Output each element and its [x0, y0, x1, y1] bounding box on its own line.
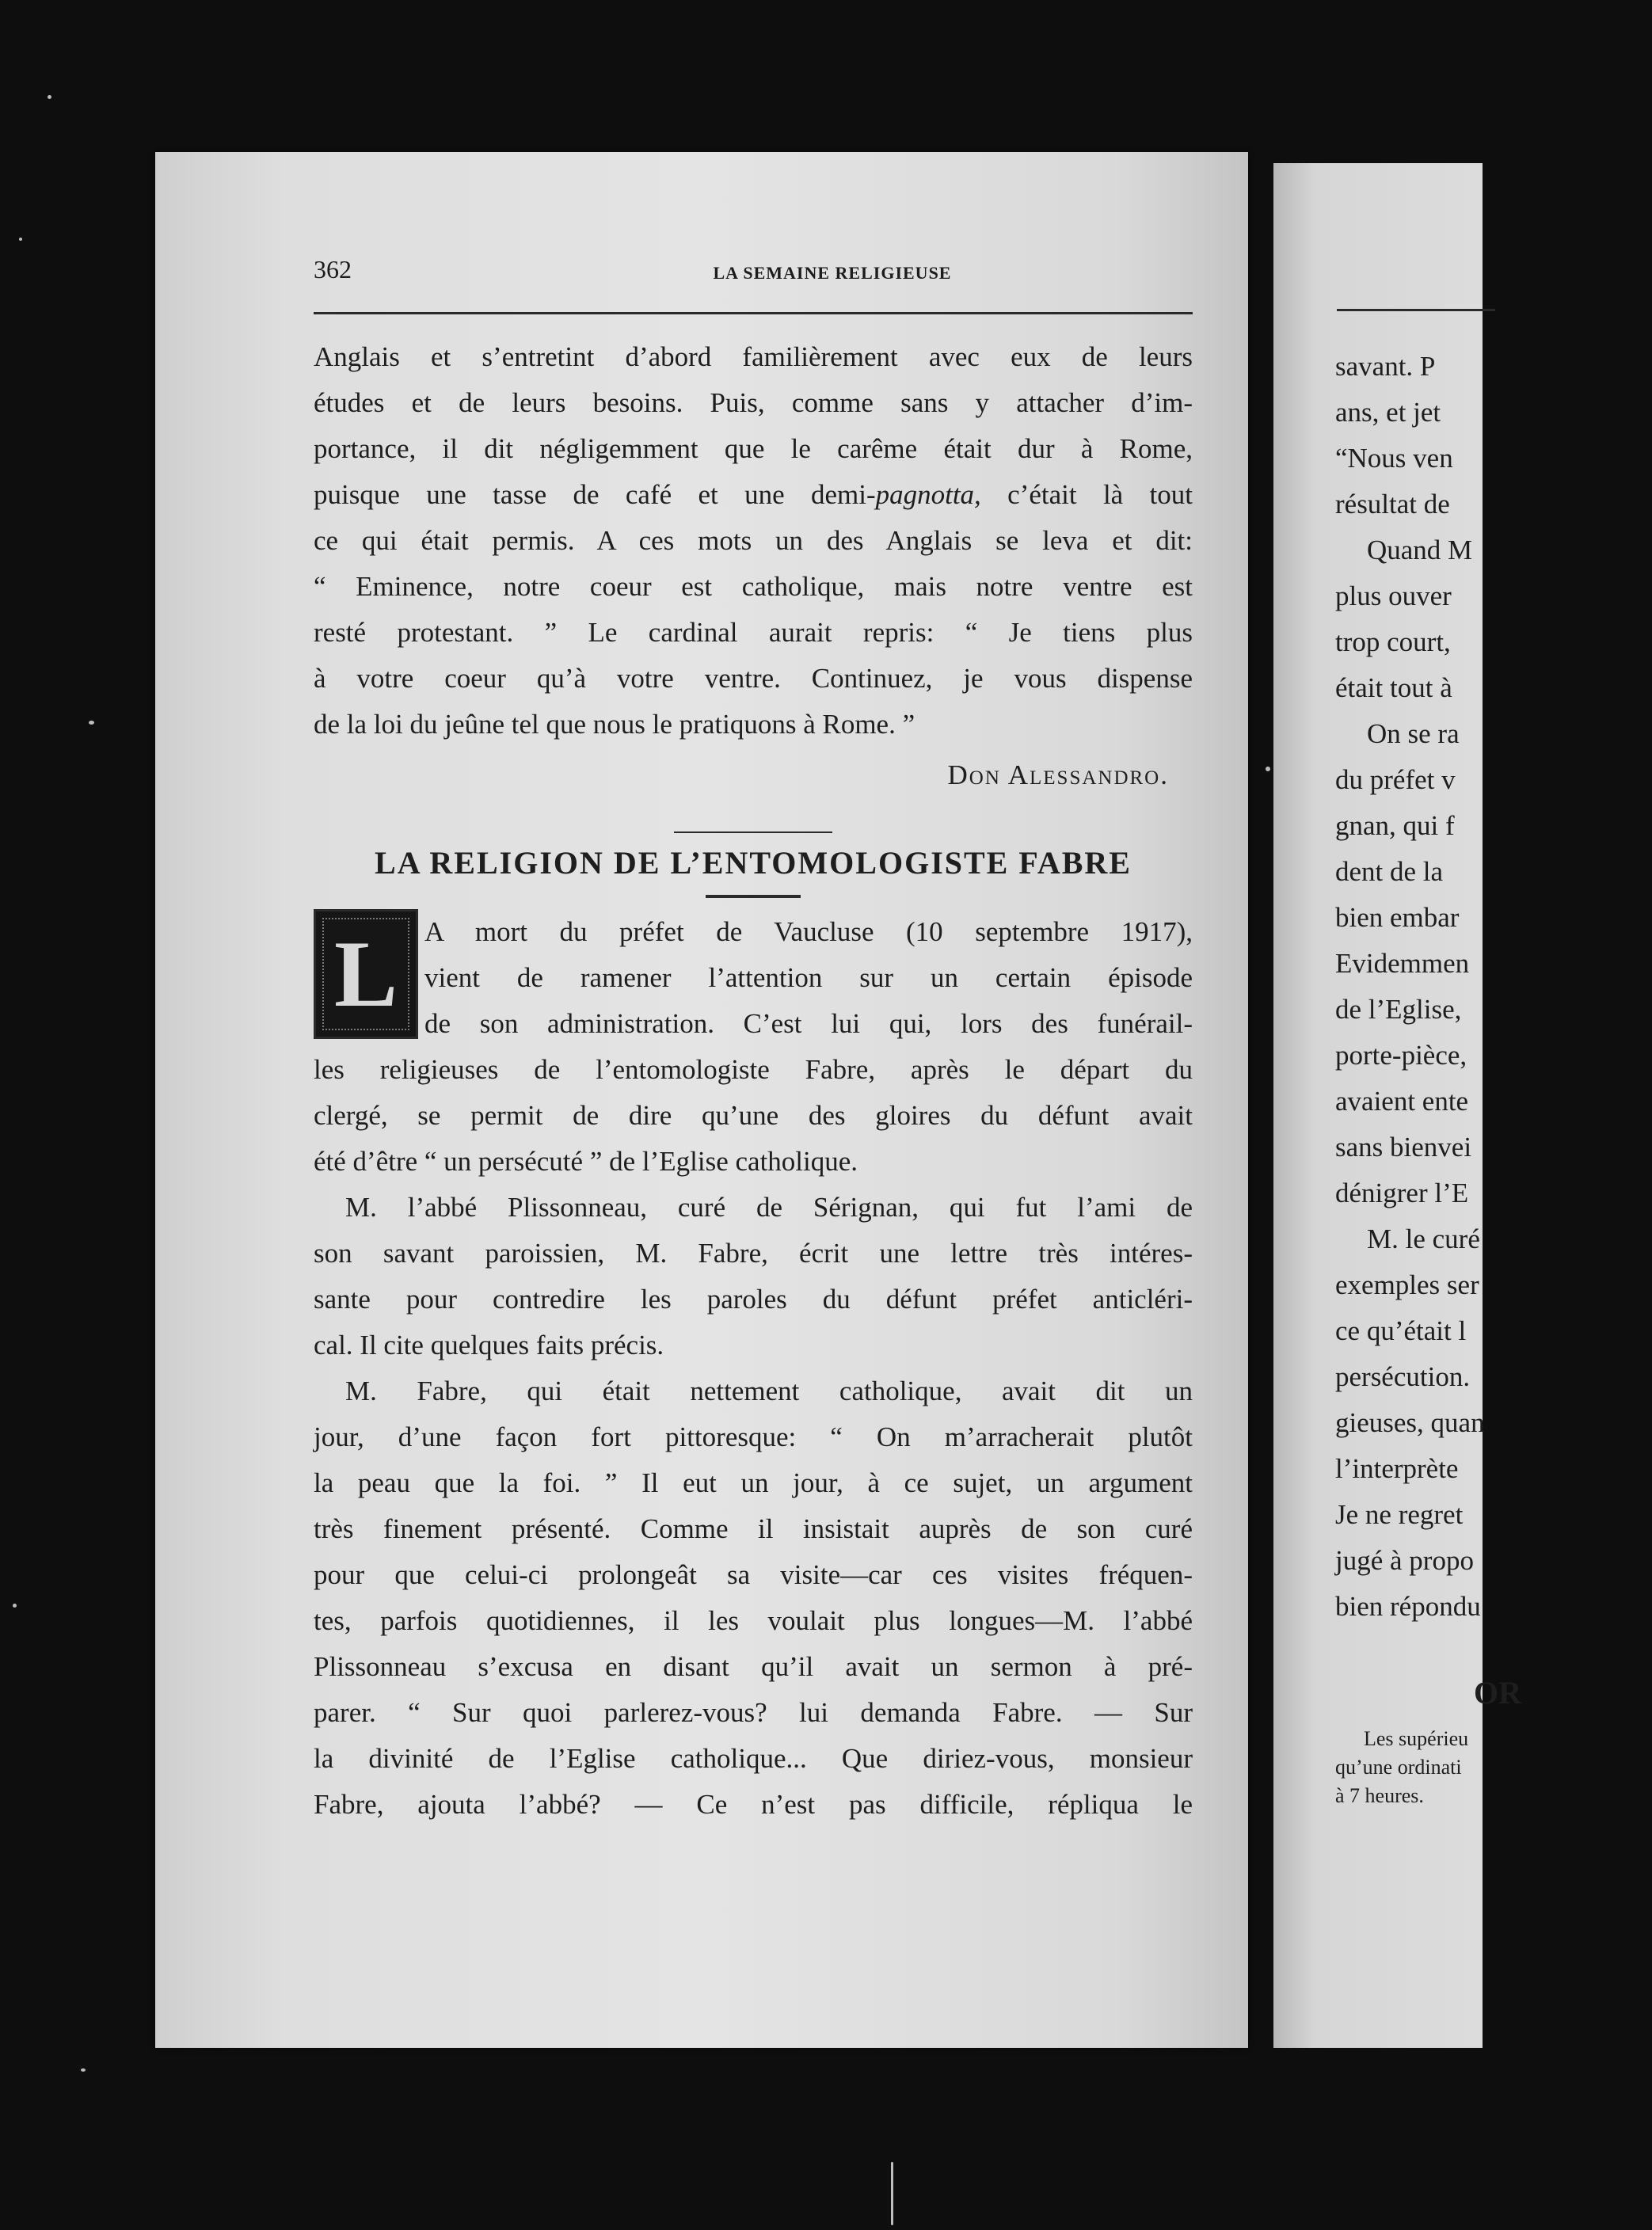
- author-signature: Don Alessandro.: [947, 759, 1169, 790]
- facing-text-line: Quand M: [1367, 535, 1473, 565]
- running-header: [314, 255, 1351, 303]
- text-line: les religieuses de l’entomologiste Fabre, après le départ du: [314, 1054, 1193, 1085]
- film-speck: [13, 1604, 17, 1608]
- facing-text-line: bien embar: [1335, 902, 1460, 933]
- text-line: très finement présenté. Comme il insistait auprès de son curé: [314, 1513, 1193, 1544]
- facing-small-line: à 7 heures.: [1335, 1784, 1424, 1807]
- facing-small-line: Les supérieu: [1364, 1727, 1469, 1750]
- facing-heading: OR: [1474, 1675, 1521, 1711]
- facing-text-line: du préfet v: [1335, 764, 1456, 795]
- text-fragment: c’était là tout: [980, 479, 1193, 510]
- text-line: resté protestant. ” Le cardinal aurait repris: “ Je tiens plus: [314, 617, 1193, 648]
- text-line: “ Eminence, notre coeur est catholique, mais notre ventre est: [314, 571, 1193, 602]
- facing-header-rule: [1337, 309, 1495, 311]
- text-line: son savant paroissien, M. Fabre, écrit une lettre très intéres-: [314, 1238, 1193, 1269]
- text-line: de son administration. C’est lui qui, lors des funérail-: [424, 1008, 1193, 1039]
- title-underline: [706, 895, 801, 898]
- section-divider: [674, 831, 832, 833]
- text-line: M. l’abbé Plissonneau, curé de Sérignan, qui fut l’ami de: [345, 1192, 1193, 1223]
- page-number: 362: [314, 255, 352, 284]
- facing-text-line: M. le curé: [1367, 1223, 1480, 1254]
- text-line: jour, d’une façon fort pittoresque: “ On m’arracherait plutôt: [314, 1421, 1193, 1452]
- text-line: la peau que la foi. ” Il eut un jour, à ce sujet, un argument: [314, 1467, 1193, 1498]
- text-column: [314, 334, 1193, 1828]
- facing-text-line: avaient ente: [1335, 1086, 1469, 1117]
- running-title: LA SEMAINE RELIGIEUSE: [713, 263, 952, 283]
- first-paragraph: [314, 909, 1193, 1185]
- facing-text-line: On se ra: [1367, 718, 1460, 749]
- italic-word: pagnotta,: [875, 479, 981, 510]
- film-speck: [89, 721, 94, 725]
- facing-text-line: jugé à propo: [1335, 1545, 1474, 1576]
- text-line: Anglais et s’entretint d’abord familièrement avec eux de leurs: [314, 341, 1193, 372]
- main-page: [155, 152, 1248, 2048]
- facing-text-column: [1335, 344, 1652, 1810]
- facing-text-line: Evidemmen: [1335, 948, 1470, 979]
- text-line: pour que celui-ci prolongeât sa visite—car ces visites fréquen-: [314, 1559, 1193, 1590]
- facing-text-line: de l’Eglise,: [1335, 994, 1462, 1025]
- text-line-with-italic: [314, 472, 1193, 518]
- text-line: études et de leurs besoins. Puis, comme sans y attacher d’im-: [314, 387, 1193, 418]
- drop-cap-letter: L: [333, 921, 398, 1026]
- facing-text-line: était tout à: [1335, 672, 1452, 703]
- header-rule: [314, 312, 1193, 314]
- text-line: été d’être “ un persécuté ” de l’Eglise catholique.: [314, 1146, 858, 1177]
- text-line: Fabre, ajouta l’abbé? — Ce n’est pas difficile, répliqua le: [314, 1789, 1193, 1820]
- facing-text-line: trop court,: [1335, 626, 1451, 657]
- text-line: clergé, se permit de dire qu’une des gloires du défunt avait: [314, 1100, 1193, 1131]
- facing-text-line: persécution.: [1335, 1361, 1471, 1392]
- facing-small-line: qu’une ordinati: [1335, 1756, 1462, 1779]
- article-title: LA RELIGION DE L’ENTOMOLOGISTE FABRE: [375, 845, 1132, 881]
- text-line: la divinité de l’Eglise catholique... Que diriez-vous, monsieur: [314, 1743, 1193, 1774]
- film-scratch: [891, 2162, 893, 2225]
- text-fragment: puisque une tasse de café et une demi-: [314, 479, 876, 510]
- facing-text-line: “Nous ven: [1335, 443, 1453, 474]
- film-speck: [1266, 767, 1270, 771]
- text-line: tes, parfois quotidiennes, il les voulait plus longues—M. l’abbé: [314, 1605, 1193, 1636]
- facing-text-line: savant. P: [1335, 351, 1436, 382]
- facing-text-line: gnan, qui f: [1335, 810, 1455, 841]
- drop-cap: [314, 909, 418, 1039]
- facing-text-line: porte-pièce,: [1335, 1040, 1467, 1071]
- facing-text-line: l’interprète: [1335, 1453, 1459, 1484]
- facing-text-line: bien répondu: [1335, 1591, 1481, 1622]
- facing-text-line: Je ne regret: [1335, 1499, 1464, 1530]
- facing-text-line: dent de la: [1335, 856, 1444, 887]
- drop-cap-ornament: [322, 918, 409, 1030]
- facing-text-line: résultat de: [1335, 489, 1450, 519]
- text-line: parer. “ Sur quoi parlerez-vous? lui demanda Fabre. — Sur: [314, 1697, 1193, 1728]
- text-line: cal. Il cite quelques faits précis.: [314, 1330, 664, 1360]
- text-line: Plissonneau s’excusa en disant qu’il avait un sermon à pré-: [314, 1651, 1193, 1682]
- film-speck: [19, 238, 22, 241]
- text-line: M. Fabre, qui était nettement catholique, avait dit un: [345, 1376, 1193, 1406]
- facing-text-line: ans, et jet: [1335, 397, 1441, 428]
- facing-page-partial: [1273, 163, 1521, 2048]
- facing-text-line: plus ouver: [1335, 580, 1452, 611]
- text-line: à votre coeur qu’à votre ventre. Continuez, je vous dispense: [314, 663, 1193, 694]
- film-speck: [48, 95, 51, 99]
- facing-text-line: gieuses, quan: [1335, 1407, 1485, 1438]
- text-line: vient de ramener l’attention sur un certain épisode: [424, 962, 1193, 993]
- facing-text-line: ce qu’était l: [1335, 1315, 1467, 1346]
- film-speck: [81, 2068, 86, 2072]
- text-line: A mort du préfet de Vaucluse (10 septembre 1917),: [424, 916, 1193, 947]
- text-line: ce qui était permis. A ces mots un des Anglais se leva et dit:: [314, 525, 1193, 556]
- facing-text-line: dénigrer l’E: [1335, 1178, 1469, 1208]
- facing-text-line: sans bienvei: [1335, 1132, 1472, 1163]
- text-line: de la loi du jeûne tel que nous le pratiquons à Rome. ”: [314, 709, 915, 740]
- text-line: portance, il dit négligemment que le carême était dur à Rome,: [314, 433, 1193, 464]
- facing-text-line: exemples ser: [1335, 1269, 1479, 1300]
- text-line: sante pour contredire les paroles du défunt préfet anticléri-: [314, 1284, 1193, 1315]
